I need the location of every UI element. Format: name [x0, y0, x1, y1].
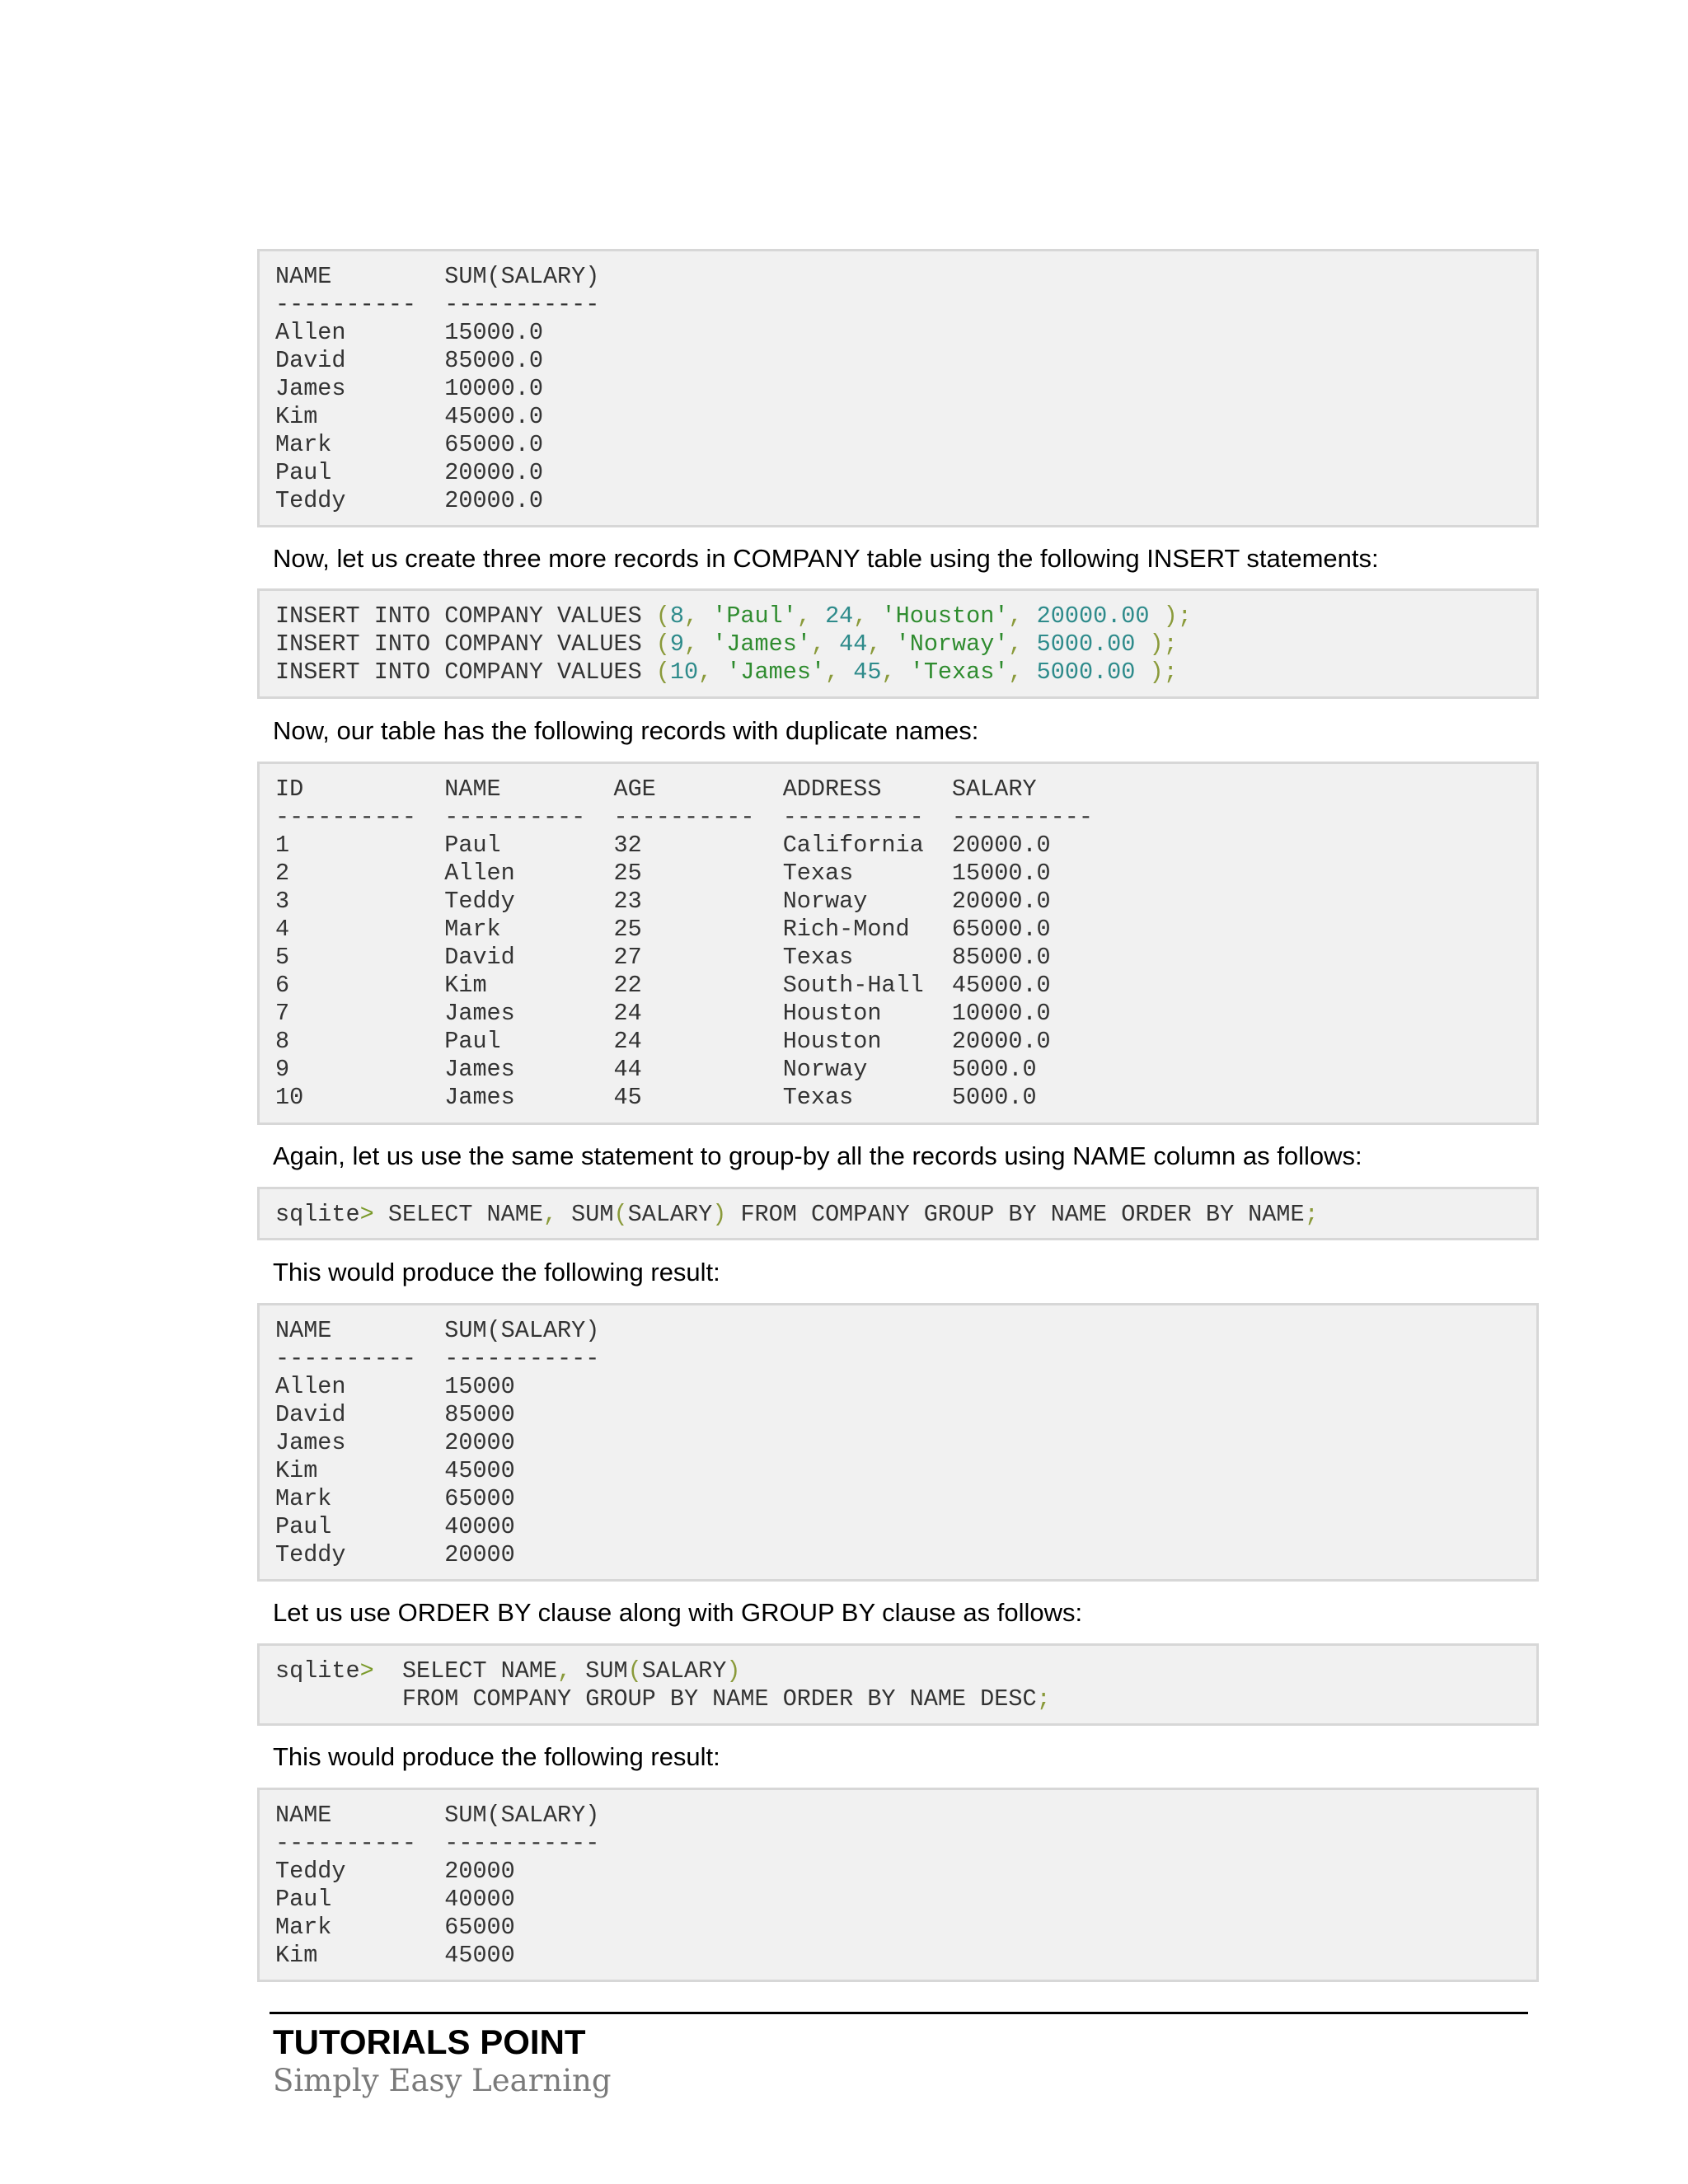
code-token: NAME SUM(SALARY)	[275, 263, 600, 290]
code-line	[275, 658, 1536, 687]
code-token: 'Texas'	[909, 658, 1009, 686]
intro-result-2-paragraph: This would produce the following result:	[273, 1742, 720, 1771]
code-token: (	[627, 1657, 642, 1685]
code-token: )	[712, 1201, 727, 1228]
code-line	[275, 916, 1536, 944]
insert-statements-code-block	[257, 588, 1539, 699]
code-token: 9	[669, 630, 684, 658]
code-line	[275, 1942, 1536, 1970]
code-token: Teddy 20000	[275, 1541, 515, 1568]
code-line	[275, 1429, 1536, 1457]
code-line	[275, 1830, 1536, 1858]
code-token: NAME SUM(SALARY)	[275, 1317, 600, 1344]
intro-insert-paragraph: Now, let us create three more records in COMPANY table using the following INSERT statements:	[273, 544, 1379, 573]
footer-divider	[270, 2012, 1528, 2014]
code-token: Teddy 20000	[275, 1858, 515, 1885]
code-line	[275, 375, 1536, 403]
code-line	[275, 1513, 1536, 1541]
code-token: ---------- -----------	[275, 1830, 600, 1857]
code-token: 45	[853, 658, 882, 686]
code-token: INSERT INTO COMPANY VALUES	[275, 630, 656, 658]
intro-order-by-paragraph: Let us use ORDER BY clause along with GROUP BY clause as follows:	[273, 1598, 1083, 1627]
code-token: 4 Mark 25 Rich-Mond 65000.0	[275, 916, 1051, 943]
code-token: SUM	[571, 1657, 628, 1685]
code-line	[275, 1457, 1536, 1485]
code-line	[275, 291, 1536, 319]
code-token: Paul 40000	[275, 1886, 515, 1913]
code-token: ;	[1304, 1201, 1319, 1228]
code-token: ---------- -----------	[275, 291, 600, 318]
code-token: (	[655, 658, 670, 686]
code-token: >	[359, 1201, 374, 1228]
code-token: 3 Teddy 23 Norway 20000.0	[275, 888, 1051, 915]
code-token: sqlite	[275, 1201, 360, 1228]
company-table-records-code-block	[257, 762, 1539, 1125]
code-token: 44	[839, 630, 868, 658]
code-token: SELECT NAME	[373, 1201, 543, 1228]
code-line	[275, 319, 1536, 347]
code-token: ,	[684, 630, 713, 658]
code-token: ,	[684, 602, 713, 630]
code-line	[275, 1373, 1536, 1401]
code-line	[275, 347, 1536, 375]
code-token: ,	[1008, 630, 1037, 658]
code-token: );	[1135, 630, 1178, 658]
code-token: Mark 65000	[275, 1485, 515, 1512]
code-line	[275, 1201, 1536, 1229]
code-token: )	[726, 1657, 741, 1685]
code-line	[275, 972, 1536, 1000]
code-line	[275, 403, 1536, 431]
code-line	[275, 1914, 1536, 1942]
code-token: ID NAME AGE ADDRESS SALARY	[275, 776, 1037, 803]
code-token: NAME SUM(SALARY)	[275, 1802, 600, 1829]
code-token: 2 Allen 25 Texas 15000.0	[275, 860, 1051, 887]
footer-brand: TUTORIALS POINT	[273, 2022, 586, 2061]
code-token: SALARY	[627, 1201, 713, 1228]
code-token: Kim 45000	[275, 1942, 515, 1969]
code-token: ,	[881, 658, 910, 686]
code-token: SUM	[557, 1201, 614, 1228]
intro-result-1-paragraph: This would produce the following result:	[273, 1258, 720, 1286]
code-token: ;	[1036, 1685, 1051, 1713]
code-line	[275, 1485, 1536, 1513]
code-token: 10	[669, 658, 699, 686]
code-line	[275, 630, 1536, 658]
code-token: FROM COMPANY GROUP BY NAME ORDER BY NAME DESC	[275, 1685, 1037, 1713]
code-line	[275, 487, 1536, 515]
code-token: 5000.00	[1036, 658, 1136, 686]
code-token: ,	[867, 630, 896, 658]
code-line	[275, 776, 1536, 804]
code-token: ---------- -----------	[275, 1345, 600, 1372]
code-line	[275, 1345, 1536, 1373]
code-token: ---------- ---------- ---------- ---------- ----------	[275, 804, 1093, 831]
code-line	[275, 804, 1536, 832]
code-line	[275, 1802, 1536, 1830]
code-token: ,	[542, 1201, 558, 1228]
code-token: James 20000	[275, 1429, 515, 1456]
code-token: 'Houston'	[881, 602, 1009, 630]
code-token: 5 David 27 Texas 85000.0	[275, 944, 1051, 971]
code-line	[275, 1000, 1536, 1028]
code-token: INSERT INTO COMPANY VALUES	[275, 602, 656, 630]
footer-tagline: Simply Easy Learning	[273, 2063, 612, 2098]
code-token: >	[359, 1657, 374, 1685]
code-token: ,	[853, 602, 882, 630]
code-token: 5000.00	[1036, 630, 1136, 658]
code-token: 9 James 44 Norway 5000.0	[275, 1056, 1037, 1083]
code-token: 'James'	[726, 658, 826, 686]
code-token: Paul 20000.0	[275, 459, 543, 486]
code-token: (	[655, 602, 670, 630]
code-token: David 85000	[275, 1401, 515, 1428]
code-line	[275, 1084, 1536, 1112]
code-token: sqlite	[275, 1657, 360, 1685]
code-line	[275, 1056, 1536, 1084]
code-line	[275, 1858, 1536, 1886]
code-token: 24	[825, 602, 854, 630]
code-token: ,	[698, 658, 727, 686]
code-line	[275, 602, 1536, 630]
code-token: (	[655, 630, 670, 658]
code-token: );	[1149, 602, 1192, 630]
code-token: 20000.00	[1036, 602, 1150, 630]
code-token: ,	[557, 1657, 572, 1685]
code-token: James 10000.0	[275, 375, 543, 402]
code-token: Teddy 20000.0	[275, 487, 543, 514]
group-by-query-code-block	[257, 1187, 1539, 1240]
code-token: 7 James 24 Houston 10000.0	[275, 1000, 1051, 1027]
code-line	[275, 459, 1536, 487]
code-token: Kim 45000	[275, 1457, 515, 1484]
code-token: ,	[825, 658, 854, 686]
code-token: FROM COMPANY GROUP BY NAME ORDER BY NAME	[726, 1201, 1305, 1228]
code-line	[275, 944, 1536, 972]
code-line	[275, 263, 1536, 291]
code-line	[275, 1028, 1536, 1056]
code-line	[275, 1401, 1536, 1429]
code-token: 10 James 45 Texas 5000.0	[275, 1084, 1037, 1111]
code-token: 'Paul'	[712, 602, 797, 630]
intro-group-by-paragraph: Again, let us use the same statement to group-by all the records using NAME column as follows:	[273, 1141, 1362, 1170]
code-token: 6 Kim 22 South-Hall 45000.0	[275, 972, 1051, 999]
order-by-desc-query-code-block	[257, 1643, 1539, 1726]
code-token: ,	[1008, 602, 1037, 630]
result-grouped-desc-code-block	[257, 1788, 1539, 1982]
code-token: Kim 45000.0	[275, 403, 543, 430]
code-token: Allen 15000.0	[275, 319, 543, 346]
code-token: INSERT INTO COMPANY VALUES	[275, 658, 656, 686]
code-token: Mark 65000.0	[275, 431, 543, 458]
code-token: SELECT NAME	[373, 1657, 558, 1685]
code-token: ,	[810, 630, 840, 658]
code-line	[275, 1685, 1536, 1713]
code-token: 1 Paul 32 California 20000.0	[275, 832, 1051, 859]
intro-duplicates-paragraph: Now, our table has the following records with duplicate names:	[273, 716, 979, 745]
code-token: Allen 15000	[275, 1373, 515, 1400]
code-line	[275, 1886, 1536, 1914]
code-token: Paul 40000	[275, 1513, 515, 1540]
code-token: );	[1135, 658, 1178, 686]
code-token: 'James'	[712, 630, 811, 658]
code-token: 8 Paul 24 Houston 20000.0	[275, 1028, 1051, 1055]
code-line	[275, 1541, 1536, 1569]
code-token: 8	[669, 602, 684, 630]
code-line	[275, 888, 1536, 916]
code-token: David 85000.0	[275, 347, 543, 374]
code-line	[275, 832, 1536, 860]
code-token: ,	[796, 602, 826, 630]
code-line	[275, 1657, 1536, 1685]
code-token: ,	[1008, 658, 1037, 686]
code-token: SALARY	[641, 1657, 727, 1685]
code-line	[275, 1317, 1536, 1345]
result-grouped-asc-code-block	[257, 1303, 1539, 1582]
code-token: 'Norway'	[895, 630, 1009, 658]
code-token: (	[613, 1201, 628, 1228]
result-grouped-float-code-block	[257, 249, 1539, 527]
code-line	[275, 860, 1536, 888]
code-token: Mark 65000	[275, 1914, 515, 1941]
code-line	[275, 431, 1536, 459]
